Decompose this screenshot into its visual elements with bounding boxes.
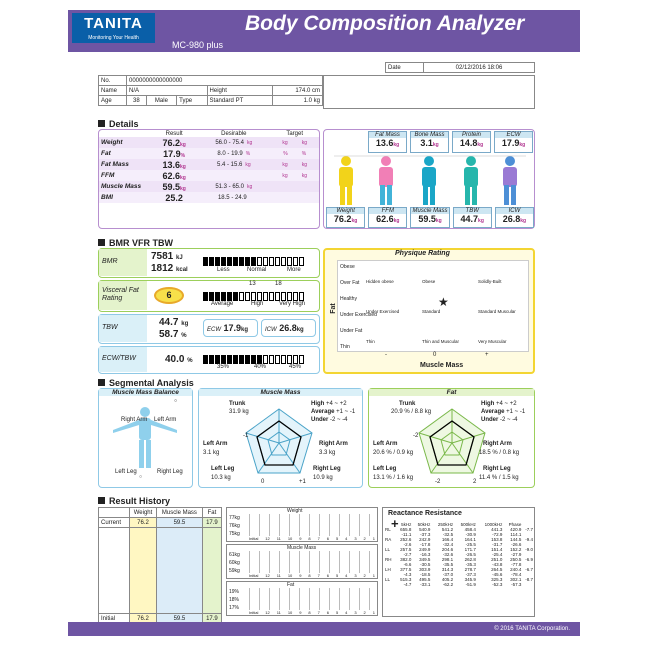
bar-segment	[215, 292, 220, 301]
icw-value: ICW 26.8kg	[261, 319, 316, 337]
reactance-row: LL 515.3 495.5 405.2 345.9 325.3 302.1 -8.7	[385, 577, 533, 582]
physique-row-label: Under Exercised	[340, 312, 377, 318]
tanita-logo: TANITA Monitoring Your Health	[72, 13, 155, 43]
history-charts	[226, 507, 378, 617]
bar-segment	[293, 355, 298, 364]
bar-segment	[293, 292, 298, 301]
bar-segment	[299, 257, 304, 266]
balance-panel: Muscle Mass Balance ○ ○ Right Arm Left Arm Left Leg Right Leg	[98, 388, 193, 488]
history-chart: Fat 19% 18% 17% Initial 12 11 10 9 8 7 6 5 4 3 2 1	[226, 581, 378, 616]
physique-cell: Standard	[422, 309, 441, 314]
ecw-value: ECW 17.9kg	[203, 319, 258, 337]
visceral-panel: Visceral Fat Rating 6 13 18 Average High Very High	[98, 280, 320, 312]
bar-segment	[251, 257, 256, 266]
segmental-heading: Segmental Analysis	[98, 378, 194, 388]
model-label: MC-980 plus	[172, 40, 224, 50]
bar-segment	[281, 257, 286, 266]
composition-top-values	[368, 131, 533, 153]
composition-value: Fat Mass 13.6kg	[368, 131, 407, 153]
bar-segment	[209, 257, 214, 266]
visceral-label: Visceral Fat Rating	[99, 281, 147, 310]
muscle-radar	[244, 407, 314, 479]
body-figures	[326, 152, 534, 208]
bar-segment	[287, 292, 292, 301]
composition-value: ICW 26.8kg	[495, 207, 534, 228]
bar-segment	[263, 257, 268, 266]
composition-value: TBW 44.7kg	[453, 207, 492, 228]
figure-green	[464, 156, 478, 205]
bar-segment	[215, 257, 220, 266]
bar-segment	[239, 292, 244, 301]
reactance-row: LL 257.5 249.9 204.6 171.7 151.4 152.2 -9.0	[385, 547, 533, 552]
history-chart: Weight 77kg 76kg 75kg Initial 12 11 10 9 8 7 6 5 4 3 2 1	[226, 507, 378, 542]
physique-cell: Standard Muscular	[478, 309, 516, 314]
physique-cell: Hidden obese	[366, 279, 394, 284]
notes-box	[323, 75, 535, 109]
reactance-row: RH 382.0 349.5 298.1 262.8 251.0 250.5 -6.9	[385, 557, 533, 562]
history-chart: Muscle Mass 61kg 60kg 59kg Initial 12 11 10 9 8 7 6 5 4 3 2 1	[226, 544, 378, 579]
figure-pink	[379, 156, 393, 205]
reactance-row: RA 252.6 242.9 166.4 164.1 153.8 144.5 -9.4	[385, 537, 533, 542]
bar-segment	[257, 292, 262, 301]
svg-text:○: ○	[174, 398, 178, 404]
tbw-panel: TBW 44.7 kg 58.7 % ECW 17.9kg ICW 26.8kg	[98, 314, 320, 344]
details-row: BMI 25.2 18.5 - 24.9	[99, 192, 319, 203]
reactance-row: LH 377.5 303.9 314.3 278.7 264.5 240.4 -6.7	[385, 567, 533, 572]
details-heading: Details	[98, 119, 139, 129]
bar-segment	[203, 355, 208, 364]
bar-segment	[251, 355, 256, 364]
physique-row-label: Obese	[340, 264, 355, 270]
physique-cell: Under Exercised	[366, 309, 400, 314]
bar-segment	[239, 355, 244, 364]
bar-segment	[281, 355, 286, 364]
bmr-heading: BMR VFR TBW	[98, 238, 173, 248]
physique-cell: Very Muscular	[478, 339, 507, 344]
bmr-panel: BMR 7581 kJ 1812 kcal Less Normal More	[98, 248, 320, 278]
physique-row-label: Healthy	[340, 296, 357, 302]
bar-segment	[221, 257, 226, 266]
bmr-kcal: 1812 kcal	[151, 263, 188, 274]
bar-segment	[281, 292, 286, 301]
reactance-panel: Reactance Resistance + 5kHz 50kHz 250kHz 500kHz 1000kHz Phase RL 655.8 540.9 541.2 458.4 441.3 420.9 -7.7 -11.1 -37.3 -32.5 -30.9 -72.9 114.1 RA 252.6 242.9 166.4 164.1 153.8 144.5 -9.4 -2.6 -17.8 -32.4 -25.5 -31.7 -26.6 LL 257.5 249.9 204.6 171.7 151.4 152.2 -9.0 -2.7 -16.3 -32.6 -26.5 -25.4 -27.9 RH 382.0 349.5 298.1 262.8 251.0 250.5 -6.9 -6.6 -30.5 -35.5 -35.3 -43.8 -77.8 LH 377.5 303.9 314.3 278.7 264.5 240.4 -6.7 -4.3 -18.5 -37.0 -37.3 -45.6 -78.4 LL 515.3 495.5 405.2 345.9 325.3 302.1 -8.7 -4.7 -33.1 -62.2 -51.9 -52.3 -57.3	[382, 507, 535, 617]
bar-segment	[227, 257, 232, 266]
tbw-kg: 44.7 kg	[159, 317, 189, 328]
bmr-kj: 7581 kJ	[151, 251, 183, 262]
details-row: Fat 17.9% 8.0 - 19.9 % % %	[99, 148, 319, 159]
visceral-value: 6	[154, 287, 184, 304]
bar-segment	[221, 292, 226, 301]
date-table: Date 02/12/2016 18:06	[385, 62, 535, 73]
bar-segment	[299, 292, 304, 301]
reactance-table: 5kHz 50kHz 250kHz 500kHz 1000kHz Phase RL 655.8 540.9 541.2 458.4 441.3 420.9 -7.7 -11.1 -37.3 -32.5 -30.9 -72.9 114.1 RA 252.6 242.9 166.4 164.1 153.8 144.5 -9.4 -2.6 -17.8 -32.4 -25.5 -31.7 -26.6 LL 257.5 249.9 204.6 171.7 151.4 152.2 -9.0 -2.7 -16.3 -32.6 -26.5 -25.4 -27.9 RH 382.0 349.5 298.1 262.8 251.0 250.5 -6.9 -6.6 -30.5 -35.5 -35.3 -43.8 -77.8 LH 377.5 303.9 314.3 278.7 264.5 240.4 -6.7 -4.3 -18.5 -37.0 -37.3 -45.6 -78.4 LL 515.3 495.5 405.2 345.9 325.3 302.1 -8.7 -4.7 -33.1 -62.2 -51.9 -52.3 -57.3	[385, 522, 533, 587]
bar-segment	[257, 355, 262, 364]
history-heading: Result History	[98, 496, 170, 506]
bar-segment	[233, 257, 238, 266]
footer-bar	[68, 622, 580, 636]
physique-row-label: Under Fat	[340, 328, 363, 334]
physique-cell: Obese	[422, 279, 436, 284]
bar-segment	[233, 292, 238, 301]
physique-panel: Physique Rating Fat Muscle Mass Obese Over Fat Healthy Under Exercised Under Fat Thin Hidden obese Obese Solidly-Built Under Exercised Standard Standard Muscular Thin Thin and Muscular Very Muscular ★ - 0 +	[323, 248, 535, 374]
reactance-row: RL 655.8 540.9 541.2 458.4 441.3 420.9 -7.7	[385, 527, 533, 532]
composition-value: ECW 17.9kg	[494, 131, 533, 153]
physique-cell: Solidly-Built	[478, 279, 502, 284]
svg-text:○: ○	[139, 474, 143, 480]
bar-segment	[287, 355, 292, 364]
physique-row-label: Thin	[340, 344, 350, 350]
segment-muscle-panel: Muscle Mass Trunk 31.9 kg High +4 ~ +2 Average +1 ~ -1 Under -2 ~ -4 Left Arm 3.1 kg Right Arm 3.3 kg Left Leg 10.3 kg Right Leg 10.9 kg -1 0 +1	[198, 388, 363, 488]
segment-fat-panel: Fat Trunk 20.9 % / 8.8 kg High +4 ~ +2 Average +1 ~ -1 Under -2 ~ -4 Left Arm 20.6 % / 0.9 kg Right Arm 18.5 % / 0.8 kg Left Leg 13.1 % / 1.6 kg Right Leg 11.4 % / 1.5 kg -2 -2 2	[368, 388, 535, 488]
figure-yellow	[339, 156, 353, 205]
composition-value: Bone Mass 3.1kg	[410, 131, 449, 153]
history-table: Weight Muscle Mass Fat Current 76.2 59.5 17.9 Initial 76.2 59.5 17.9	[98, 507, 222, 624]
bar-segment	[245, 292, 250, 301]
bar-segment	[275, 257, 280, 266]
bar-segment	[215, 355, 220, 364]
bar-segment	[269, 292, 274, 301]
physique-star-icon: ★	[438, 295, 449, 309]
physique-cell: Thin	[366, 339, 375, 344]
details-row: FFM 62.6kg kg kg	[99, 170, 319, 181]
fat-radar	[417, 407, 487, 479]
bar-segment	[263, 292, 268, 301]
details-panel	[98, 129, 320, 229]
bar-segment	[245, 355, 250, 364]
bar-segment	[233, 355, 238, 364]
bmr-label: BMR	[99, 249, 147, 276]
bar-segment	[239, 257, 244, 266]
details-table: Result Desirable Target Weight 76.2kg 56.0 - 75.4 kg kg kg Fat 17.9% 8.0 - 19.9 % % % Fat Mass 13.6kg 5.4 - 15.6 kg kg kg FFM 62.6kg kg kg Muscle Mass 59.5kg 51.3 - 65.0 kg BMI 25.2 18.5 - 24.9	[99, 131, 319, 203]
bar-segment	[293, 257, 298, 266]
bar-segment	[299, 355, 304, 364]
bar-segment	[263, 355, 268, 364]
bar-segment	[209, 292, 214, 301]
bar-segment	[269, 355, 274, 364]
plus-icon: +	[391, 516, 399, 531]
copyright-text: © 2016 TANITA Corporation.	[494, 626, 570, 632]
bar-segment	[227, 292, 232, 301]
bar-segment	[257, 257, 262, 266]
bar-segment	[221, 355, 226, 364]
composition-value: Weight 76.2kg	[326, 207, 365, 228]
bar-segment	[203, 292, 208, 301]
ecw-tbw-panel: ECW/TBW 40.0 % 35% 40% 45%	[98, 346, 320, 374]
composition-value: FFM 62.6kg	[368, 207, 407, 228]
bar-segment	[245, 257, 250, 266]
figure-teal	[422, 156, 436, 205]
details-row: Fat Mass 13.6kg 5.4 - 15.6 kg kg kg	[99, 159, 319, 170]
tbw-pct: 58.7 %	[159, 329, 187, 340]
physique-grid	[337, 260, 529, 352]
bar-segment	[275, 292, 280, 301]
composition-bottom-values	[326, 207, 534, 228]
physique-row-label: Over Fat	[340, 280, 360, 286]
details-row: Muscle Mass 59.5kg 51.3 - 65.0 kg	[99, 181, 319, 192]
composition-value: Muscle Mass 59.5kg	[410, 207, 449, 228]
bar-segment	[251, 292, 256, 301]
composition-value: Protein 14.8kg	[452, 131, 491, 153]
bar-segment	[227, 355, 232, 364]
bar-segment	[269, 257, 274, 266]
figure-blue	[503, 156, 517, 205]
bar-segment	[275, 355, 280, 364]
patient-table: No. 0000000000000000 Name N/A Height 174.0 cm Age 38 Male Type Standard PT 1.0 kg	[98, 75, 323, 106]
details-row: Weight 76.2kg 56.0 - 75.4 kg kg kg	[99, 137, 319, 148]
bar-segment	[287, 257, 292, 266]
bar-segment	[209, 355, 214, 364]
report-title: Body Composition Analyzer	[245, 12, 525, 35]
physique-cell: Thin and Muscular	[422, 339, 460, 344]
bar-segment	[203, 257, 208, 266]
